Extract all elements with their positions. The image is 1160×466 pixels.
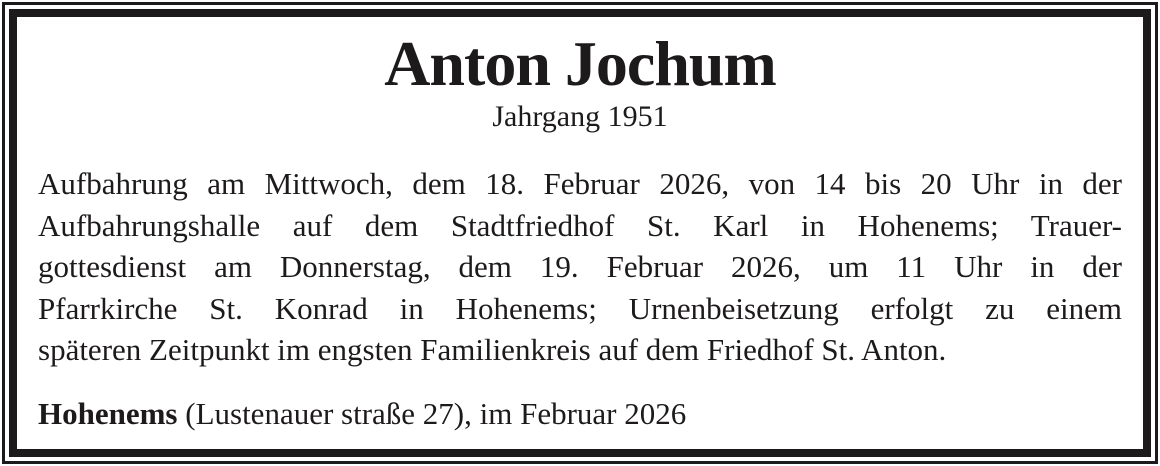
notice-title: Anton Jochum — [384, 28, 776, 99]
body-line: Pfarrkirche St. Konrad in Hohenems; Urnenbeisetzung erfolgt zu einem — [38, 290, 1122, 326]
notice-subtitle: Jahrgang 1951 — [492, 100, 668, 133]
footer-city: Hohenems — [38, 395, 178, 431]
notice-footer — [38, 394, 1122, 434]
body-line: späteren Zeitpunkt im engsten Familienkreis auf dem Friedhof St. Anton. — [38, 332, 947, 367]
notice-body — [38, 163, 1122, 371]
body-line: gottesdienst am Donnerstag, dem 19. Februar 2026, um 11 Uhr in der — [38, 249, 1122, 284]
body-line: Aufbahrungshalle auf dem Stadtfriedhof St. Karl in Hohenems; Trauer- — [38, 207, 1122, 243]
body-line: Aufbahrung am Mittwoch, dem 18. Februar 2026, von 14 bis 20 Uhr in der — [38, 166, 1122, 201]
notice-outer-frame — [2, 2, 1158, 464]
notice-inner-frame — [9, 9, 1151, 457]
footer-details: (Lustenauer straße 27), im Februar 2026 — [177, 395, 687, 431]
